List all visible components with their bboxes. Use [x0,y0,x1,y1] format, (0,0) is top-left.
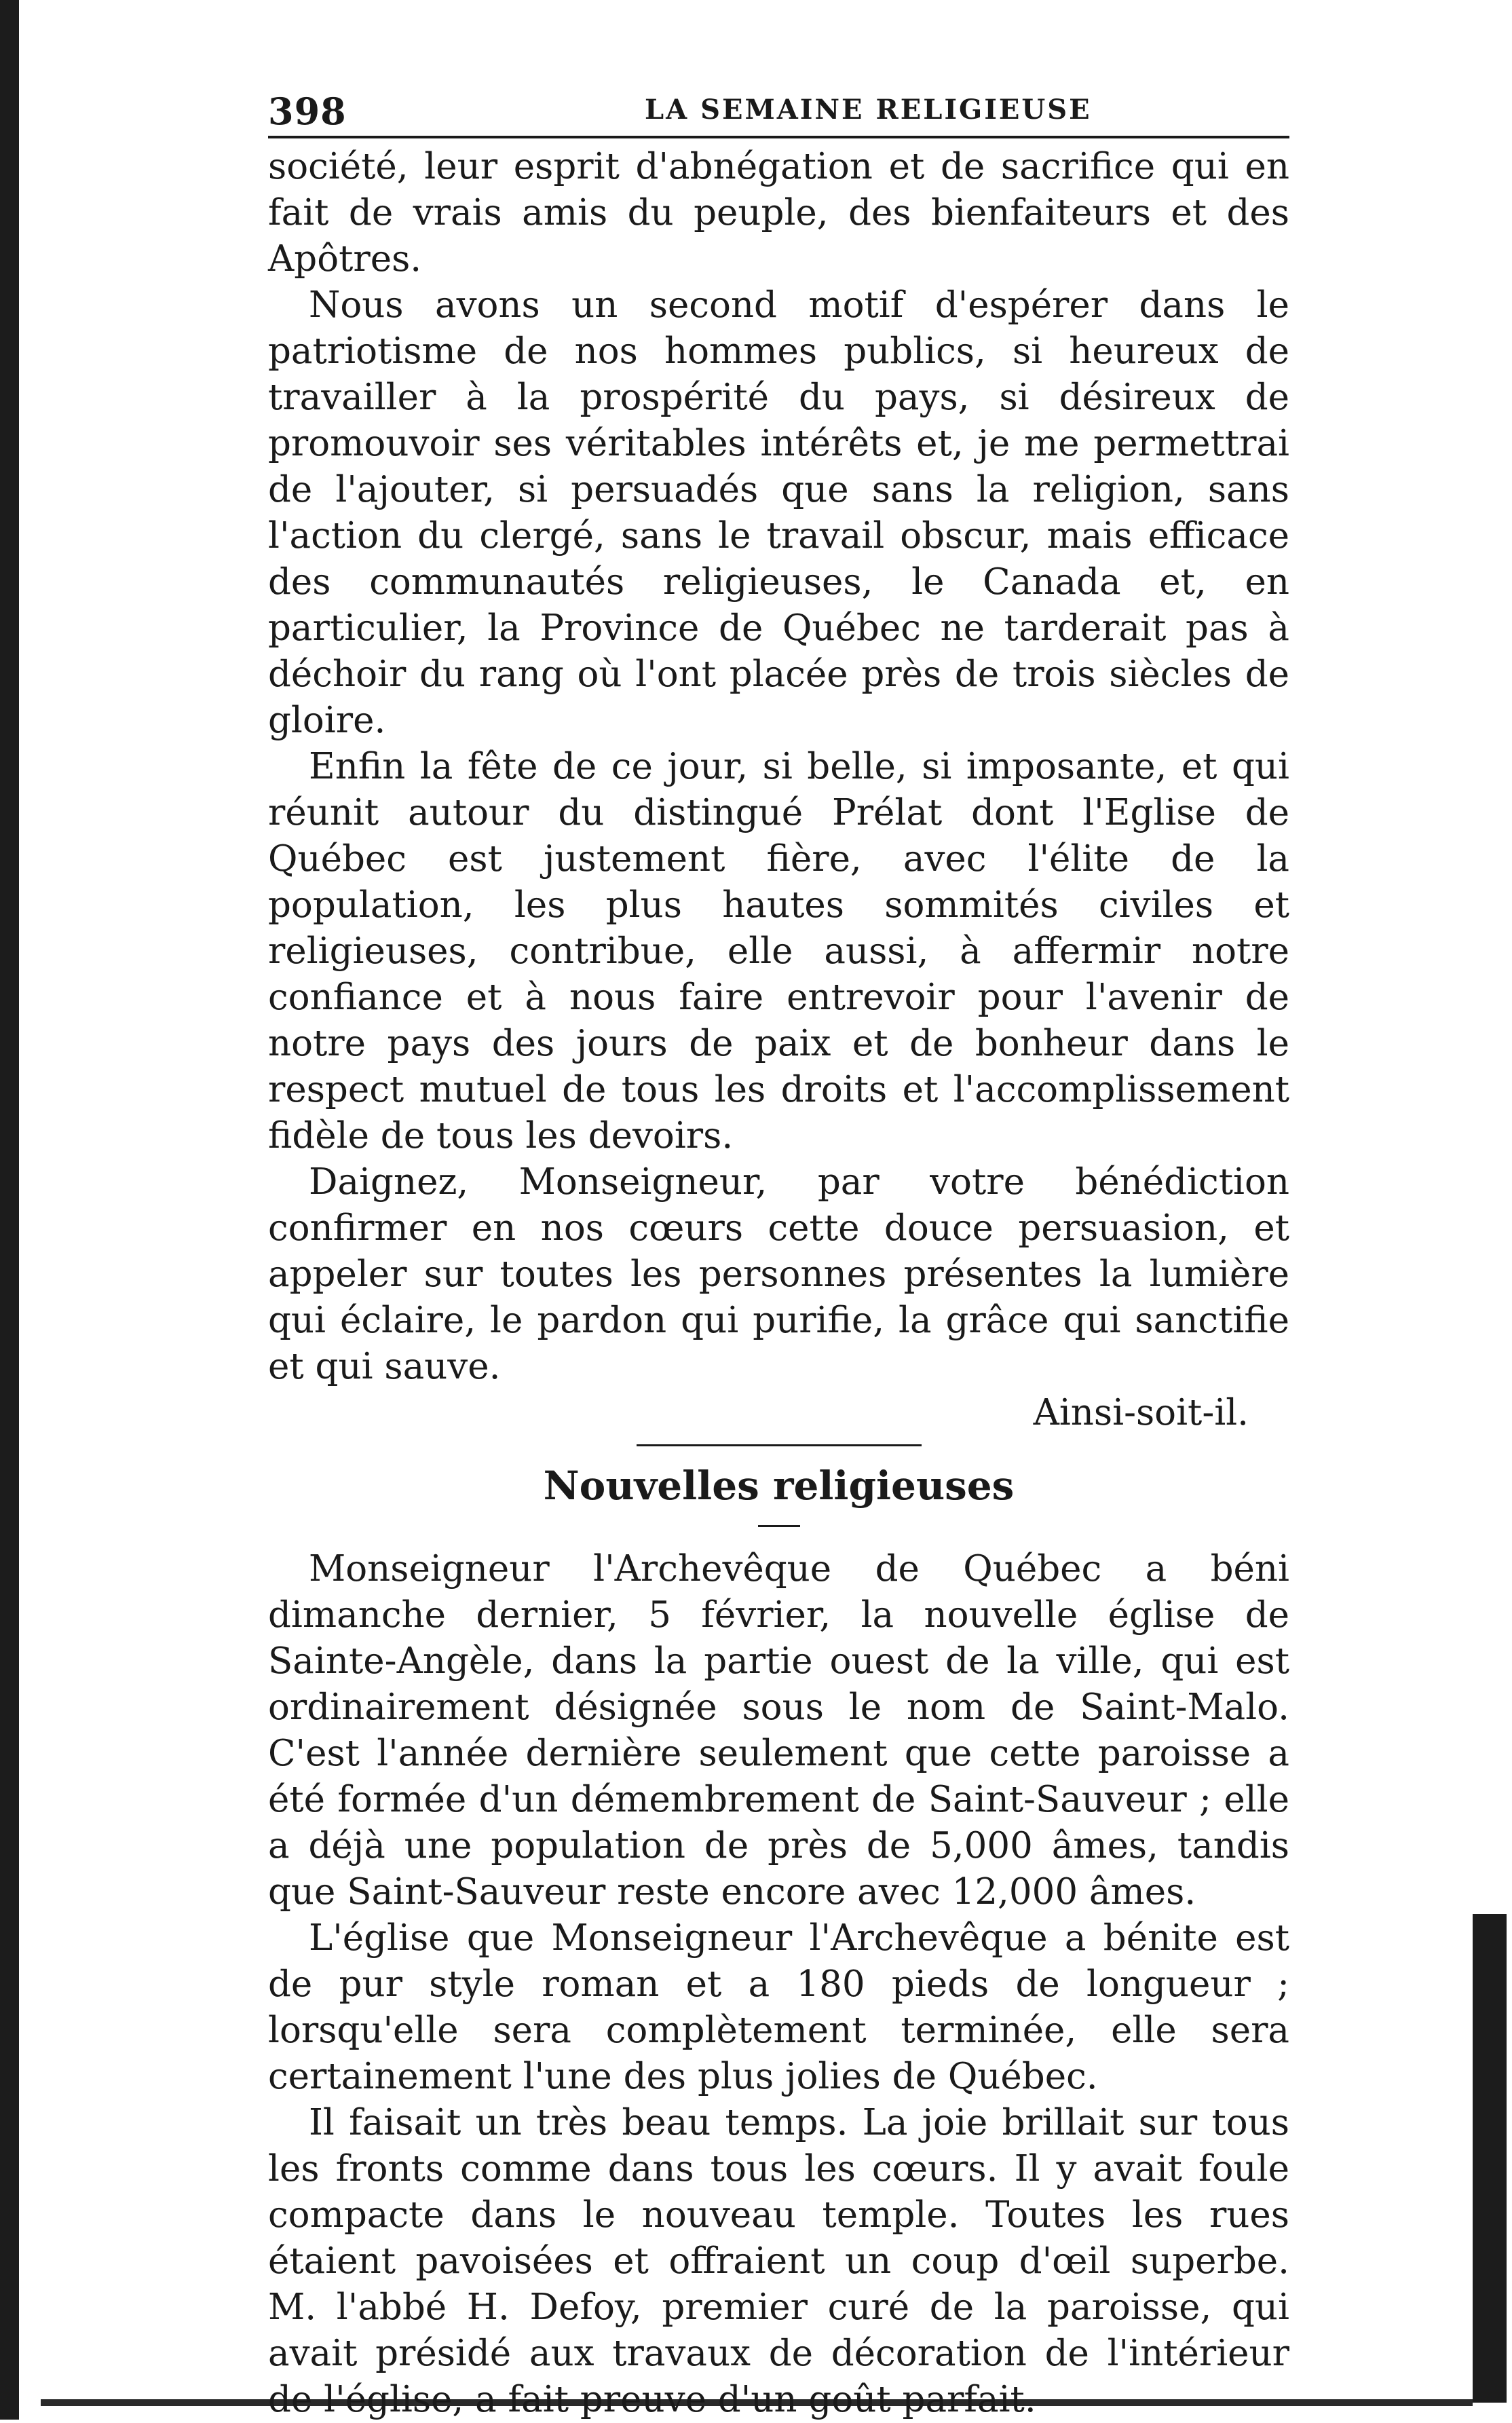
header-rule [268,136,1289,138]
section-heading: Nouvelles religieuses [543,1463,1015,1509]
page-number: 398 [268,90,347,133]
paragraph: Nous avons un second motif d'espérer dans le patriotisme de nos hommes publics, si heureux de travailler à la prospérité du pays, si désireux de promouvoir ses véritables intérêts et, je me permettrai de l'ajouter, si persuadés que sans la religion, sans l'action du clergé, sans le travail obscur, mais efficace des communautés religieuses, le Canada et, en particulier, la Province de Québec ne tarderait pas à déchoir du rang où l'ont placée près de trois siècles de gloire. [268,284,1289,741]
running-title: LA SEMAINE RELIGIEUSE [645,94,1092,126]
paragraph: Enfin la fête de ce jour, si belle, si imposante, et qui réunit autour du distingué Prélat dont l'Eglise de Québec est justement fière, avec l'élite de la population, les plus hautes sommités civiles et religieuses, contribue, elle aussi, à affermir notre confiance et à nous faire entrevoir pour l'avenir de notre pays des jours de paix et de bonheur dans le respect mutuel de tous les droits et l'accomplissement fidèle de tous les devoirs. [268,746,1289,1157]
page [268,75,1289,2423]
paragraph: Il faisait un très beau temps. La joie brillait sur tous les fronts comme dans tous les cœurs. Il y avait foule compacte dans le nouveau temple. Toutes les rues étaient pavoisées et offraient un coup d'œil superbe. M. l'abbé H. Defoy, premier curé de la paroisse, qui avait présidé aux travaux de décoration de l'intérieur de l'église, a fait preuve d'un goût parfait. [268,2102,1289,2420]
paragraph-continuation: société, leur esprit d'abnégation et de sacrifice qui en fait de vrais amis du peuple, des bienfaiteurs et des Apôtres. [268,146,1289,280]
running-head [268,75,1289,136]
article-body [268,144,1289,2423]
signoff-line [268,1390,1289,1436]
section-heading-dash [758,1525,800,1527]
section-separator-rule [637,1444,922,1446]
paragraph: Monseigneur l'Archevêque de Québec a béni dimanche dernier, 5 février, la nouvelle église de Sainte-Angèle, dans la partie ouest de la ville, qui est ordinairement désignée sous le nom de Saint-Malo. C'est l'année dernière seulement que cette paroisse a été formée d'un démembrement de Saint-Sauveur ; elle a déjà une population de près de 5,000 âmes, tandis que Saint-Sauveur reste encore avec 12,000 âmes. [268,1548,1289,1913]
paragraph: Daignez, Monseigneur, par votre bénédiction confirmer en nos cœurs cette douce persuasion, et appeler sur toutes les personnes présentes la lumière qui éclaire, le pardon qui purifie, la grâce qui sanctifie et qui sauve. [268,1161,1289,1387]
paragraph: L'église que Monseigneur l'Archevêque a bénite est de pur style roman et a 180 pieds de longueur ; lorsqu'elle sera complètement terminée, elle sera certainement l'une des plus jolies de Québec. [268,1917,1289,2097]
signoff: Ainsi-soit-il. [1033,1392,1249,1433]
scan-edge-left [0,0,19,2420]
scan-edge-right [1473,1914,1507,2403]
